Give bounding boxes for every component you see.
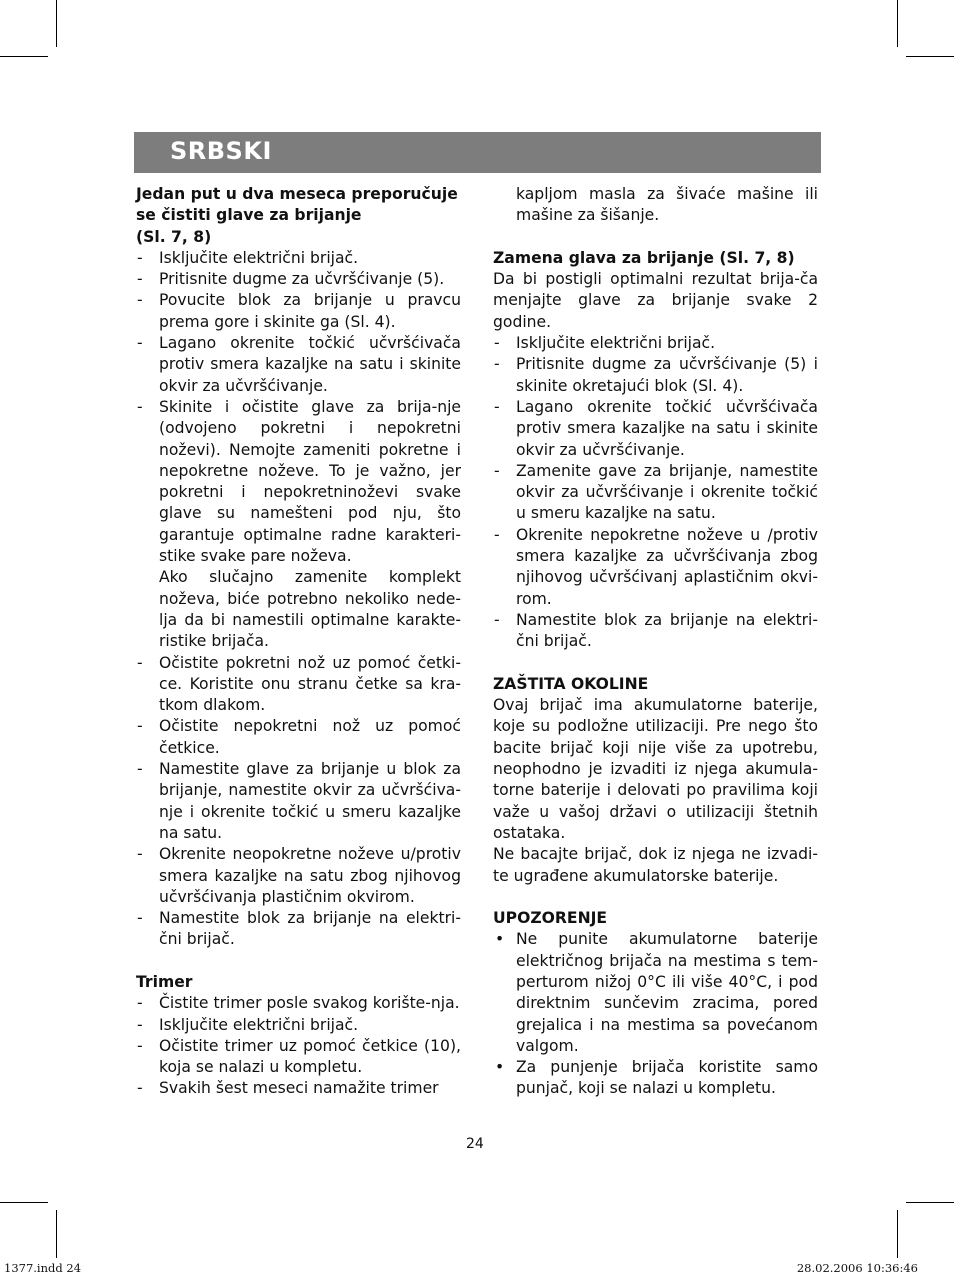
list-item: - Isključite električni brijač. xyxy=(137,1015,359,1034)
file-slug: 1377.indd 24 xyxy=(4,1261,82,1275)
list-item: - Pritisnite dugme za učvršćivanje (5) i skinite okretajući blok (Sl. 4). xyxy=(494,355,818,395)
bullet-item: • Ne punite akumulatorne baterije električnog brijača na mestima s tem-perturom nižoj 0°C ili više 40°C, i pod direktnim sunčevim zracima, pored grejalica i na mestima sa povećanom valgom. xyxy=(495,930,818,1055)
list-item: - Lagano okrenite točkić učvršćivača protiv smera kazaljke na satu i skinite okvir za učvršćivanje. xyxy=(137,334,461,395)
list-item: - Očistite trimer uz pomoć četkice (10), koja se nalazi u kompletu. xyxy=(137,1036,461,1077)
list-item: - Namestite blok za brijanje na elektri-čni brijač. xyxy=(494,610,818,651)
language-banner xyxy=(134,132,821,173)
list-item: - Očistite nepokretni nož uz pomoć četkice. xyxy=(137,717,461,757)
list-item: - Povucite blok za brijanje u pravcu prema gore i skinite ga (Sl. 4). xyxy=(137,291,461,331)
list-item: - Skinite i očistite glave za brija-nje (odvojeno pokretni i nepokretni noževi). Nemojte zameniti pokretne i nepokretne noževe. To je važno, jer pokretni i nepokretninoževi svake glave su namešteni pod nju, što garantuje optimalne radne karakteri-stike svake pare noževa. xyxy=(137,397,461,566)
list-item: - Očistite pokretni nož uz pomoć četki-ce. Koristite onu stranu četke sa kra-tkom dlakom. xyxy=(137,653,461,715)
page-number: 24 xyxy=(466,1136,484,1152)
crop-mark xyxy=(897,0,898,47)
crop-mark xyxy=(0,56,48,57)
section-heading: se čistiti glave za brijanje xyxy=(136,206,362,225)
list-item: - Okrenite neopokretne noževe u/protiv smera kazaljke na satu zbog njihovog učvršćivanja plastičnim okvirom. xyxy=(137,845,461,906)
bullet-item: • Za punjenje brijača koristite samo punjač, koji se nalazi u kompletu. xyxy=(495,1058,818,1098)
list-item: - Zamenite gave za brijanje, namestite okvir za učvršćivanje i okrenite točkić u smeru kazaljke na satu. xyxy=(494,461,818,523)
banner-title: SRBSKI xyxy=(170,137,272,165)
left-column xyxy=(136,184,461,1100)
crop-mark xyxy=(897,1210,898,1258)
list-item: - Isključite električni brijač. xyxy=(137,248,359,267)
list-item-continuation: Ako slučajno zamenite komplekt noževa, biće potrebno nekoliko nede-lja da bi namestili optimalne karakte-ristike brijača. xyxy=(159,568,461,651)
list-item: - Čistite trimer posle svakog korište-nja. xyxy=(137,994,460,1013)
section-heading: ZAŠTITA OKOLINE xyxy=(493,674,649,693)
list-item: - Okrenite nepokretne noževe u /protiv smera kazaljke za učvršćivanja zbog njihovog učvršćivanj aplastičnim okvi-rom. xyxy=(494,525,818,608)
list-item: - Namestite glave za brijanje u blok za brijanje, namestite okvir za učvršćiva-nje i okrenite točkić u smeru kazaljke na satu. xyxy=(137,760,461,842)
right-column xyxy=(493,184,818,1100)
crop-mark xyxy=(906,1202,954,1203)
list-item: - Pritisnite dugme za učvršćivanje (5). xyxy=(137,270,445,289)
list-item: - Lagano okrenite točkić učvršćivača protiv smera kazaljke na satu i skinite okvir za učvršćivanje. xyxy=(494,397,818,459)
section-heading: Zamena glava za brijanje (Sl. 7, 8) xyxy=(493,248,795,267)
crop-mark xyxy=(906,56,954,57)
list-item: - Isključite električni brijač. xyxy=(494,334,716,353)
paragraph: Da bi postigli optimalni rezultat brija-ča menjajte glave za brijanje svake 2 godine. xyxy=(493,270,818,331)
crop-mark xyxy=(56,0,57,47)
crop-mark xyxy=(0,1202,48,1203)
section-heading: (Sl. 7, 8) xyxy=(136,227,212,246)
date-slug: 28.02.2006 10:36:46 xyxy=(796,1261,918,1275)
crop-mark xyxy=(56,1210,57,1258)
paragraph: Ne bacajte brijač, dok iz njega ne izvadi-te ugrađene akumulatorske baterije. xyxy=(493,845,818,885)
list-item: - Svakih šest meseci namažite trimer xyxy=(137,1079,439,1098)
paragraph: Ovaj brijač ima akumulatorne baterije, koje su podložne utilizaciji. Pre nego što bacite brijač koji nije više za upotrebu, neophodno je izvaditi iz njega akumula-torne baterije i delovati po pravilima koji važe u vašoj državi o utilizaciji štetnih ostataka. xyxy=(493,696,818,842)
section-heading: Trimer xyxy=(136,972,193,991)
list-item: - Namestite blok za brijanje na elektri-čni brijač. xyxy=(137,909,461,949)
section-heading: UPOZORENJE xyxy=(493,909,608,928)
section-heading: Jedan put u dva meseca preporučuje xyxy=(136,185,458,203)
list-item-continuation: kapljom masla za šivaće mašine ili mašine za šišanje. xyxy=(516,185,818,225)
